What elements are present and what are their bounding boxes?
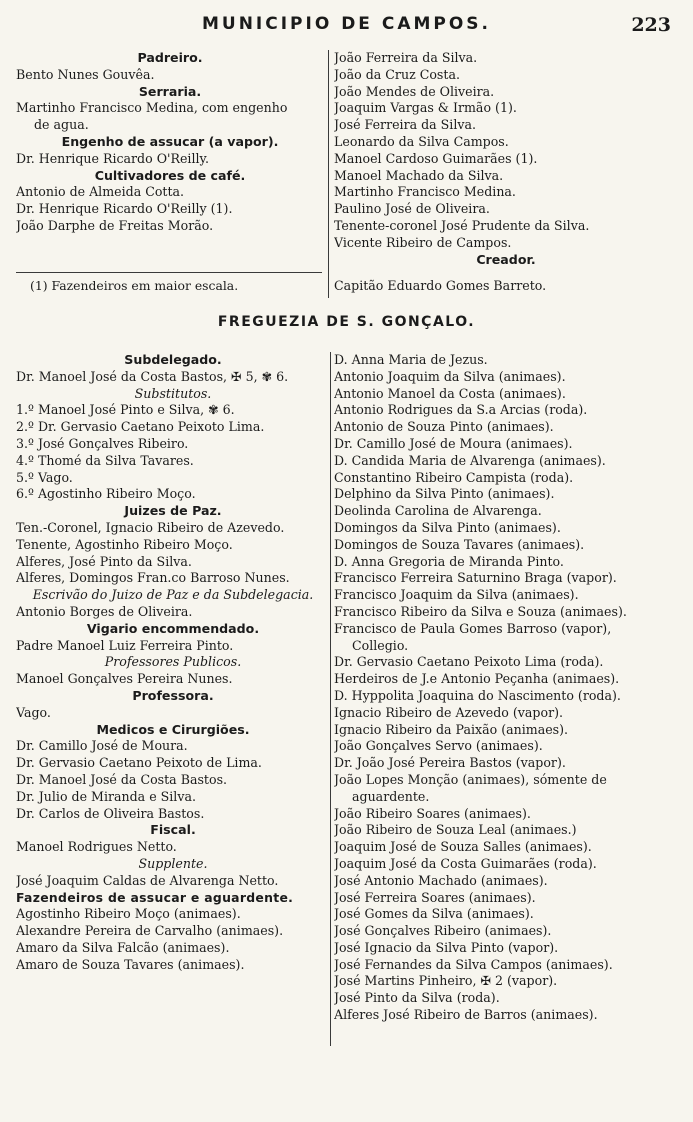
entry-line: Alferes, Domingos Fran.co Barroso Nunes. <box>16 570 290 586</box>
entry-line: João Lopes Monção (animaes), sómente de <box>334 771 607 787</box>
entry-line: Manoel Cardoso Guimarães (1). <box>334 150 538 166</box>
entry-line: Tenente-coronel José Prudente da Silva. <box>334 217 590 233</box>
entry-line: Manoel Gonçalves Pereira Nunes. <box>16 671 233 687</box>
entry-line: Antonio Manoel da Costa (animaes). <box>334 385 566 401</box>
entry-line: José Gomes da Silva (animaes). <box>334 906 534 922</box>
entry-line: Martinho Francisco Medina. <box>334 184 516 200</box>
entry-line: Dr. Gervasio Caetano Peixoto Lima (roda). <box>334 654 604 670</box>
section-heading: Vigario encommendado. <box>86 620 260 636</box>
page-number: 223 <box>631 14 671 36</box>
entry-line: José Ignacio da Silva Pinto (vapor). <box>334 939 559 955</box>
bottom-left-column <box>16 352 330 973</box>
section-heading: Serraria. <box>138 83 202 99</box>
bottom-right-column <box>334 352 678 1024</box>
entry-line: Herdeiros de J.e Antonio Peçanha (animaes). <box>334 671 620 687</box>
entry-line: Francisco Joaquim da Silva (animaes). <box>334 587 579 603</box>
creador-entry: Capitão Eduardo Gomes Barreto. <box>334 278 547 293</box>
entry-line: Francisco Ribeiro da Silva e Souza (animaes). <box>334 603 627 619</box>
entry-line: Dr. Gervasio Caetano Peixoto de Lima. <box>16 755 262 771</box>
entry-line: Delphino da Silva Pinto (animaes). <box>334 486 555 502</box>
entry-line: Antonio de Almeida Cotta. <box>16 184 185 200</box>
entry-line: 6.º Agostinho Ribeiro Moço. <box>16 486 196 502</box>
subheading: Supplente. <box>138 855 208 871</box>
entry-line: José Ferreira da Silva. <box>334 117 476 133</box>
entry-line: D. Anna Gregoria de Miranda Pinto. <box>334 553 564 569</box>
entry-line: Antonio Joaquim da Silva (animaes). <box>334 368 566 384</box>
entry-line: Dr. Julio de Miranda e Silva. <box>16 788 196 804</box>
subheading: Substitutos. <box>134 385 212 401</box>
entry-line: José Ferreira Soares (animaes). <box>334 889 536 905</box>
entry-line: Antonio Borges de Oliveira. <box>16 603 193 619</box>
column-rule-bottom <box>330 352 331 1046</box>
entry-line: Ten.-Coronel, Ignacio Ribeiro de Azevedo. <box>16 519 285 535</box>
section-heading: Fazendeiros de assucar e aguardente. <box>16 889 294 905</box>
entry-line: Bento Nunes Gouvêa. <box>16 66 155 82</box>
entry-line: D. Anna Maria de Jezus. <box>334 352 488 367</box>
entry-line: Tenente, Agostinho Ribeiro Moço. <box>16 536 233 552</box>
entry-line: 2.º Dr. Gervasio Caetano Peixoto Lima. <box>16 419 265 435</box>
entry-line: D. Candida Maria de Alvarenga (animaes). <box>334 452 606 468</box>
entry-line: João Mendes de Oliveira. <box>334 83 495 99</box>
entry-line: João Ribeiro Soares (animaes). <box>334 805 531 821</box>
entry-line: José Gonçalves Ribeiro (animaes). <box>334 923 552 939</box>
footnote-rule <box>16 272 322 273</box>
entry-line: Paulino José de Oliveira. <box>334 201 490 217</box>
entry-line: Francisco de Paula Gomes Barroso (vapor), <box>334 620 612 636</box>
entry-line: Leonardo da Silva Campos. <box>334 133 509 149</box>
entry-line: Agostinho Ribeiro Moço (animaes). <box>16 906 241 922</box>
entry-line: Domingos da Silva Pinto (animaes). <box>334 519 561 535</box>
entry-line: Dr. Manoel José da Costa Bastos. <box>16 771 228 787</box>
column-rule-top <box>328 50 329 298</box>
entry-line: Dr. Henrique Ricardo O'Reilly. <box>16 150 209 166</box>
section-heading: Medicos e Cirurgiões. <box>96 721 250 737</box>
top-right-column <box>334 50 678 268</box>
entry-line: Antonio de Souza Pinto (animaes). <box>334 419 554 435</box>
section-heading: Padreiro. <box>137 50 203 65</box>
entry-line: João Gonçalves Servo (animaes). <box>334 738 543 754</box>
entry-line: José Antonio Machado (animaes). <box>334 872 548 888</box>
entry-line: Dr. Carlos de Oliveira Bastos. <box>16 805 205 821</box>
section-heading: Juizes de Paz. <box>124 503 222 519</box>
entry-line: Domingos de Souza Tavares (animaes). <box>334 536 585 552</box>
section-heading: Fiscal. <box>150 822 196 838</box>
entry-line: Alferes José Ribeiro de Barros (animaes). <box>334 1007 598 1023</box>
entry-line: Joaquim José da Costa Guimarães (roda). <box>334 855 597 871</box>
section-heading: Professora. <box>132 687 214 703</box>
entry-line: Manoel Rodrigues Netto. <box>16 839 177 855</box>
entry-line: Alferes, José Pinto da Silva. <box>16 553 192 569</box>
top-left-column <box>16 50 324 235</box>
entry-line: Constantino Ribeiro Campista (roda). <box>334 469 574 485</box>
entry-line: José Joaquim Caldas de Alvarenga Netto. <box>16 872 279 888</box>
entry-line: Ignacio Ribeiro de Azevedo (vapor). <box>334 704 564 720</box>
entry-line: Amaro de Souza Tavares (animaes). <box>16 956 245 972</box>
entry-continuation: Collegio. <box>352 637 409 653</box>
entry-line: 3.º José Gonçalves Ribeiro. <box>16 435 189 451</box>
entry-continuation: aguardente. <box>352 788 430 804</box>
section-heading: Cultivadores de café. <box>94 167 246 183</box>
entry-line: Dr. Henrique Ricardo O'Reilly (1). <box>16 201 233 217</box>
entry-line: José Fernandes da Silva Campos (animaes). <box>334 956 613 972</box>
entry-line: José Pinto da Silva (roda). <box>334 990 500 1006</box>
entry-line: Francisco Ferreira Saturnino Braga (vapor). <box>334 570 617 586</box>
subheading: Professores Publicos. <box>104 654 242 670</box>
entry-line: Dr. João José Pereira Bastos (vapor). <box>334 755 566 771</box>
entry-line: Vago. <box>16 704 51 720</box>
entry-line: Martinho Francisco Medina, com engenho <box>16 100 288 116</box>
section-title: FREGUEZIA DE S. GONÇALO. <box>217 314 476 330</box>
entry-line: João Ribeiro de Souza Leal (animaes.) <box>334 822 577 838</box>
footnote: (1) Fazendeiros em maior escala. <box>30 278 239 293</box>
section-heading: Engenho de assucar (a vapor). <box>61 133 279 149</box>
entry-line: Dr. Camillo José de Moura (animaes). <box>334 435 573 451</box>
entry-line: Alexandre Pereira de Carvalho (animaes). <box>16 923 284 939</box>
entry-line: Joaquim Vargas & Irmão (1). <box>334 100 517 116</box>
entry-line: Amaro da Silva Falcão (animaes). <box>16 939 230 955</box>
entry-line: Antonio Rodrigues da S.a Arcias (roda). <box>334 402 588 418</box>
entry-line: João da Cruz Costa. <box>334 66 460 82</box>
entry-line: João Darphe de Freitas Morão. <box>16 217 214 233</box>
entry-line: 1.º Manoel José Pinto e Silva, ✾ 6. <box>16 402 235 418</box>
entry-line: Dr. Manoel José da Costa Bastos, ✠ 5, ✾ 6. <box>16 368 289 384</box>
entry-continuation: de agua. <box>34 117 89 133</box>
entry-line: Dr. Camillo José de Moura. <box>16 738 188 754</box>
entry-line: 5.º Vago. <box>16 469 73 485</box>
entry-line: Ignacio Ribeiro da Paixão (animaes). <box>334 721 569 737</box>
entry-line: Vicente Ribeiro de Campos. <box>334 234 512 250</box>
entry-line: 4.º Thomé da Silva Tavares. <box>16 452 194 468</box>
entry-line: Padre Manoel Luiz Ferreira Pinto. <box>16 637 234 653</box>
page-header <box>0 14 693 38</box>
running-title: MUNICIPIO DE CAMPOS. <box>201 14 492 34</box>
section-heading: Creador. <box>476 251 536 267</box>
entry-line: Manoel Machado da Silva. <box>334 167 504 183</box>
entry-line: João Ferreira da Silva. <box>334 50 478 65</box>
entry-line: D. Hyppolita Joaquina do Nascimento (roda). <box>334 687 621 703</box>
entry-line: José Martins Pinheiro, ✠ 2 (vapor). <box>334 973 558 989</box>
entry-line: Joaquim José de Souza Salles (animaes). <box>334 839 592 855</box>
entry-line: Deolinda Carolina de Alvarenga. <box>334 503 542 519</box>
subheading: Escrivão do Juizo de Paz e da Subdelegacia. <box>32 587 314 603</box>
section-heading: Subdelegado. <box>124 352 222 367</box>
